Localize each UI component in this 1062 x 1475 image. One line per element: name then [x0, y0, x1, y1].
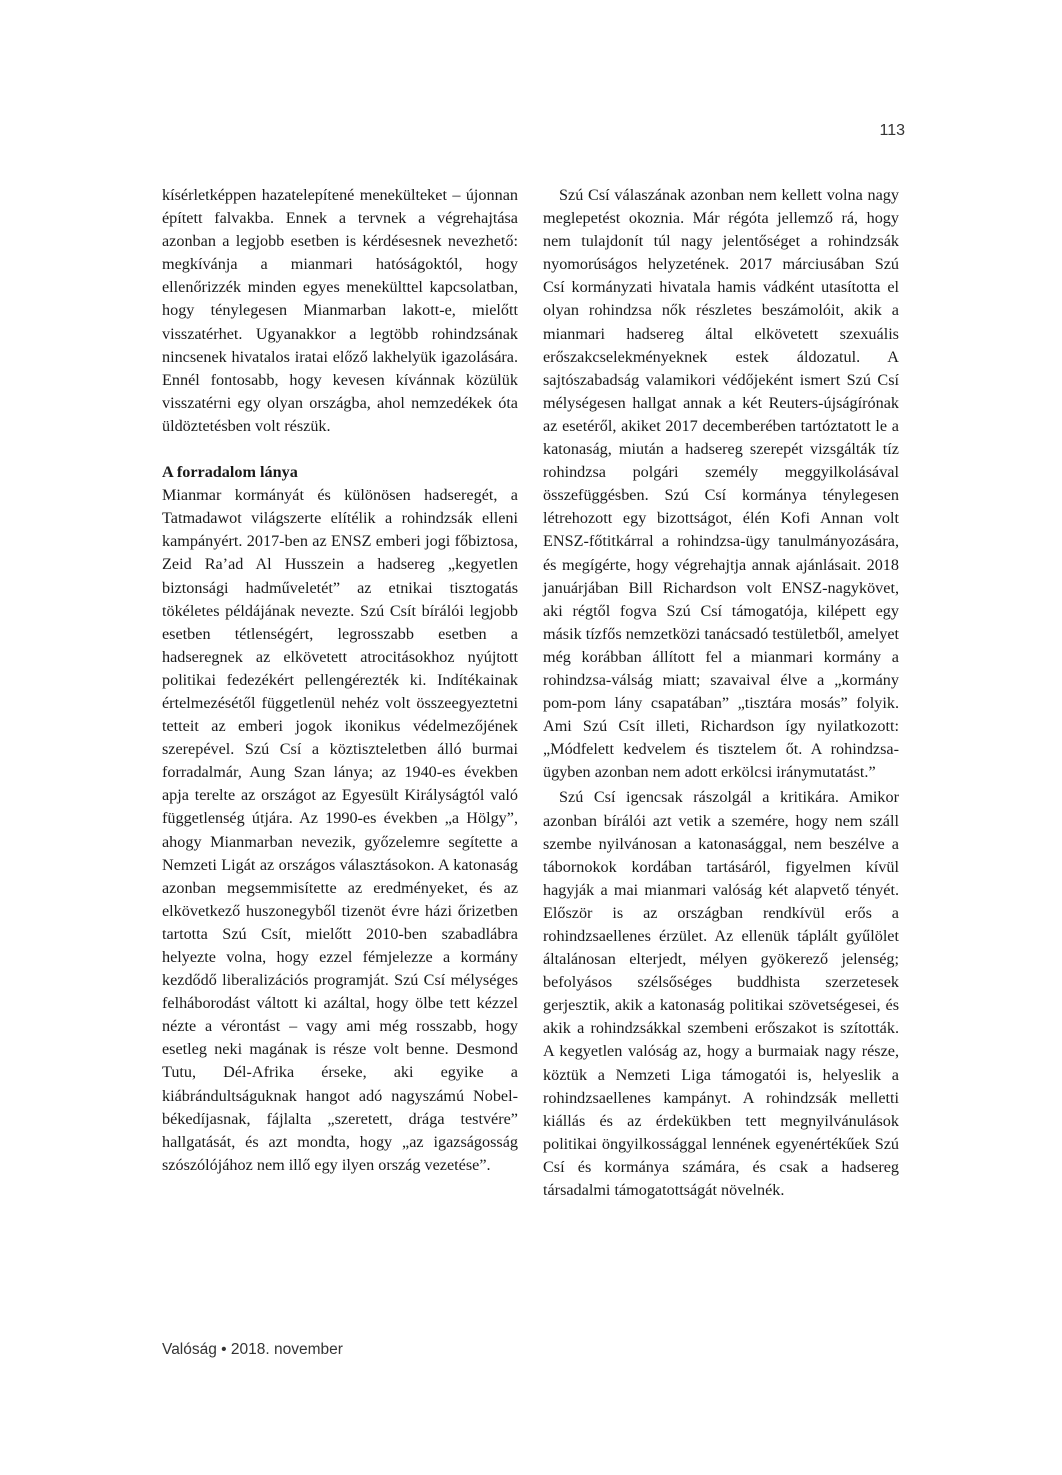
page-number: 113 — [879, 122, 905, 139]
right-column — [543, 184, 899, 1202]
paragraph: Szú Csí igencsak rászolgál a kritikára. Amikor azonban bírálói azt vetik a szemére, hogy nem száll szembe nyilvánosan a katonasággal, nem beszélve a tábornokok kordában tartásáról, figyelmen kívül hagyják a mai mianmari valóság két alapvető tényét. Először is az országban rendkívül erős a rohindzsaellenes érzület. Az ellenük táplált gyűlölet általánosan elterjedt, mélyen gyökerező jelenség; befolyásos szélsőséges buddhista szerzetesek gerjesztik, akik a katonaság politikai szövetségesei, és akik a rohindzsákkal szembeni erőszakot is szították. A kegyetlen valóság az, hogy a burmaiak nagy része, köztük a Nemzeti Liga támogatói is, helyeslik a rohindzsaellenes kampányt. A rohindzsák melletti kiállás és az érdekükben tett megnyilvánulások politikai öngyilkossággal lennének egyenértékűek Szú Csí és kormánya számára, és csak a hadsereg társadalmi támogatottságát növelnék. — [543, 788, 899, 1200]
left-column — [162, 184, 518, 1177]
paragraph: Szú Csí válaszának azonban nem kellett volna nagy meglepetést okoznia. Már régóta jellemző rá, hogy nem tulajdonít túl nagy jelentőséget a rohindzsák nyomorúságos helyzetének. 2017 márciusában Szú Csí kormányzati hivatala hamis vádként utasította el olyan rohindzsa nők részletes beszámolóit, akik a mianmari hadsereg által elkövetett szexuális erőszakcselekményeknek estek áldozatul. A sajtószabadság valamikori védőjeként ismert Szú Csí mélységesen hallgat annak a két Reuters-újságírónak az esetéről, akiket 2017 decemberében tartóztatott le a katonaság, miután a hadsereg szerepét vizsgálták tíz rohindzsa polgári személy meggyilkolásával összefüggésben. Szú Csí kormánya ténylegesen létrehozott egy bizottságot, élén Kofi Annan volt ENSZ-főtitkárral a rohindzsa-ügy tanulmányozására, és megígérte, hogy végrehajtja annak ajánlásait. 2018 januárjában Bill Richardson volt ENSZ-nagykövet, aki régtől fogva Szú Csí támogatója, kilépett egy másik tízfős nemzetközi tanácsadó testületből, amelyet még korábban állított fel a mianmari kormány a rohindzsa-válság miatt; szavaival élve a „kormány pom-pom lány csapatában” „tisztára mosás” folyik. Ami Szú Csít illeti, Richardson így nyilatkozott: „Módfelett kedvelem és tisztelem őt. A rohindzsa-ügyben azonban nem adott erkölcsi iránymutatást.” — [543, 186, 900, 782]
section-heading: A forradalom lánya — [162, 463, 298, 482]
paragraph: Mianmar kormányát és különösen hadseregét, a Tatmadawot világszerte elítélik a rohindzsák elleni kampányért. 2017-ben az ENSZ emberi jogi főbiztosa, Zeid Ra’ad Al Husszein a hadsereg „kegyetlen biztonsági hadműveletét” az etnikai tisztogatás tökéletes példájának nevezte. Szú Csít bírálói legjobb esetben tétlenségért, legrosszabb esetben a hadseregnek az elkövetett atrocitásokhoz nyújtott politikai fedezékért pellengérezték ki. Indítékainak értelmezésétől függetlenül nehéz volt összeegyeztetni tetteit az emberi jogok ikonikus védelmezőjének szerepével. Szú Csí a köztiszteletben álló burmai forradalmár, Aung Szan lánya; az 1940-es években apja terelte az országot az Egyesült Királyságtól való függetlenség útjára. Az 1990-es években „a Hölgy”, ahogy Mianmarban nevezik, győzelemre segítette a Nemzeti Ligát az országos választásokon. A katonaság azonban megsemmisítette az eredményeket, és az elkövetkező huszonegyből tizenöt évre házi őrizetben tartotta Szú Csít, mielőtt 2010-ben szabadlábra helyezte volna, hogy ezzel fémjelezze a kormány kezdődő liberalizációs programját. Szú Csí mélységes felháborodást váltott ki azáltal, hogy ölbe tett kézzel nézte a vérontást – vagy ami még rosszabb, hogy esetleg neki magának is része volt benne. Desmond Tutu, Dél-Afrika érseke, aki egyike a kiábrándultságuknak hangot adó nagyszámú Nobel-békedíjasnak, fájlalta „szeretett, drága testvére” hallgatását, és azt mondta, hogy „az igazságosság szószólójához nem illő egy ilyen ország vezetése”. — [162, 486, 518, 1174]
paragraph: kísérletképpen hazatelepítené menekülteket – újonnan épített falvakba. Ennek a tervnek a végrehajtása azonban a legjobb esetben is kérdésesnek nevezhető: megkívánja a mianmari hatóságoktól, hogy ellenőrizzék minden egyes menekülttel kapcsolatban, hogy ténylegesen Mianmarban lakott-e, mielőtt visszatérhet. Ugyanakkor a legtöbb rohindzsának nincsenek hivatalos iratai előző lakhelyük igazolására. Ennél fontosabb, hogy kevesen kívánnak közülük visszatérni egy olyan országba, ahol nemzedékek óta üldöztetésben volt részük. — [162, 186, 518, 435]
footer-publication: Valóság • 2018. november — [162, 1341, 343, 1358]
